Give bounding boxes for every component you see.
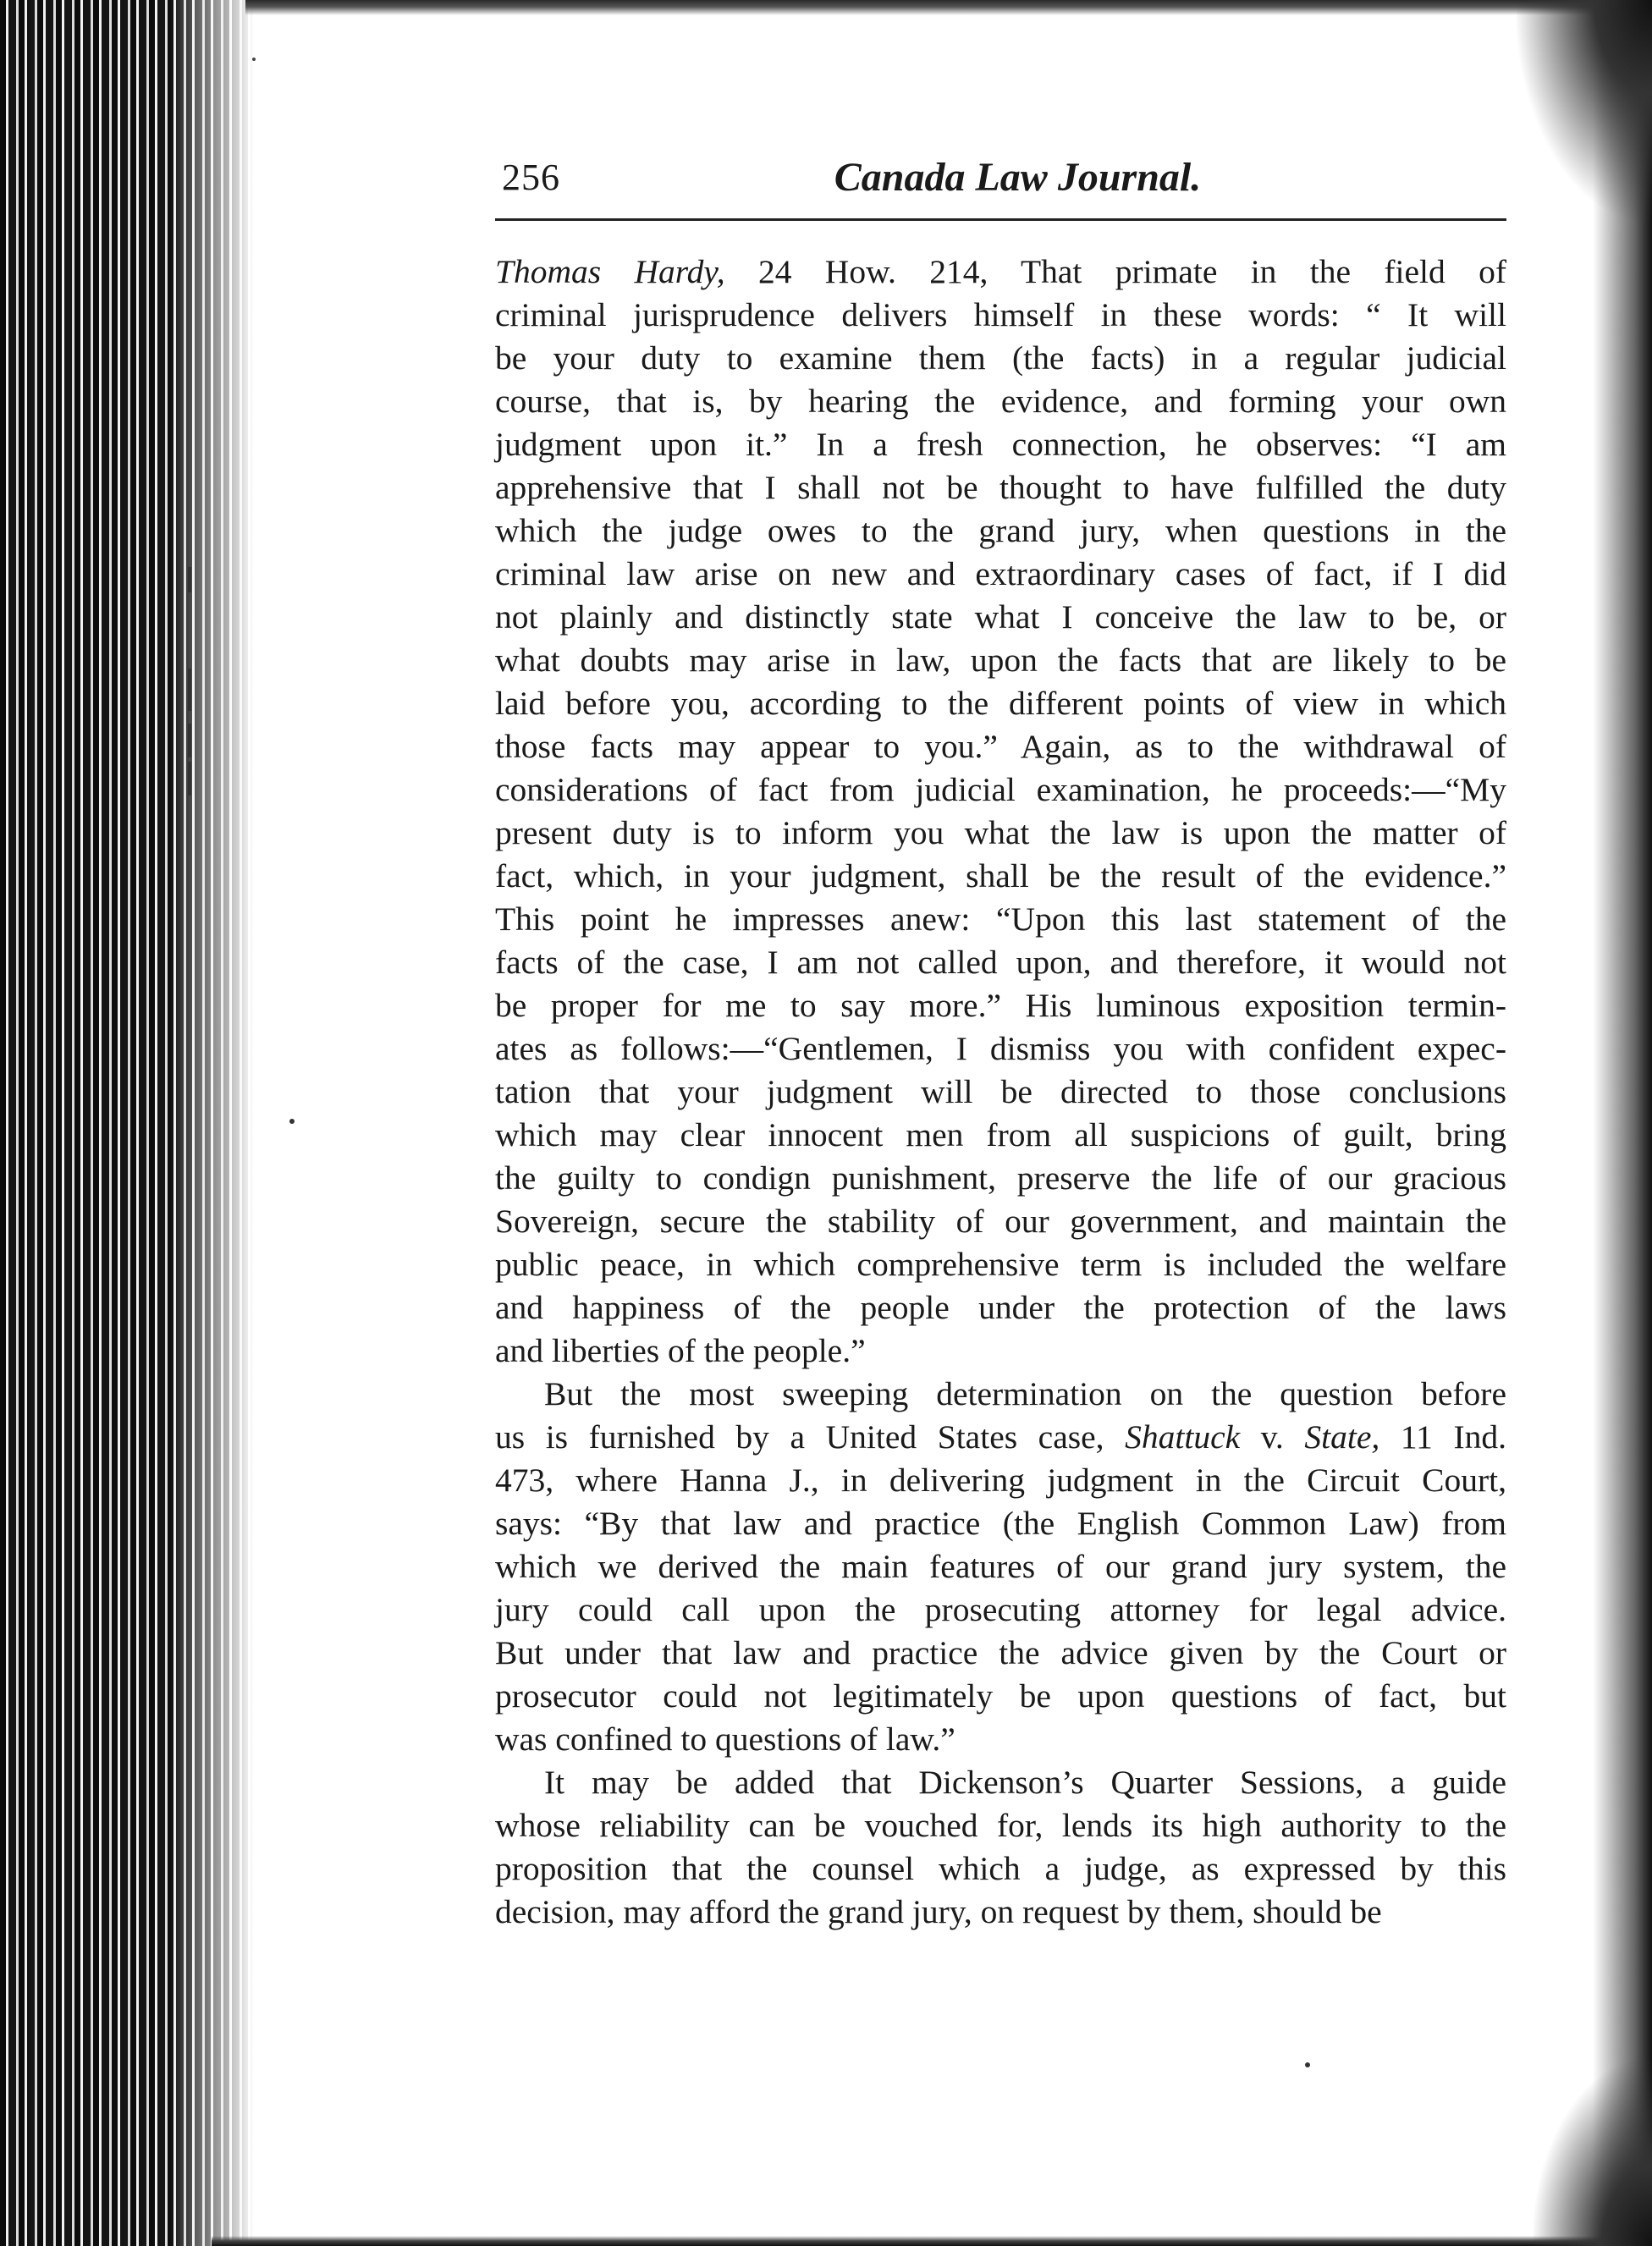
text-segment: proposition that the counsel which a judge, as expressed by this	[495, 1850, 1506, 1887]
text-segment: was confined to questions of law.”	[495, 1720, 955, 1758]
text-segment: the guilty to condign punishment, preserve the life of our gracious	[495, 1159, 1506, 1197]
text-segment: which the judge owes to the grand jury, when questions in the	[495, 512, 1506, 549]
text-line	[495, 725, 1506, 768]
text-line	[495, 1718, 1506, 1761]
paragraph	[495, 250, 1506, 1373]
right-page-edge	[1593, 0, 1652, 2246]
text-line	[495, 380, 1506, 423]
text-segment: But under that law and practice the advice given by the Court or	[495, 1634, 1506, 1671]
text-segment: jury could call upon the prosecuting attorney for legal advice.	[495, 1591, 1506, 1628]
text-line	[495, 1675, 1506, 1718]
text-segment: apprehensive that I shall not be thought to have fulfilled the duty	[495, 469, 1506, 506]
text-segment: criminal jurisprudence delivers himself in these words: “ It will	[495, 296, 1506, 333]
corner-shadow-top-right	[1517, 0, 1652, 220]
text-segment: public peace, in which comprehensive term is included the welfare	[495, 1246, 1506, 1283]
text-line	[495, 1502, 1506, 1545]
text-line	[495, 682, 1506, 725]
text-segment: facts of the case, I am not called upon, and therefore, it would not	[495, 944, 1506, 981]
text-line	[495, 1027, 1506, 1071]
text-line	[495, 768, 1506, 812]
text-line	[495, 1416, 1506, 1459]
text-line	[495, 1545, 1506, 1588]
text-segment: ates as follows:—“Gentlemen, I dismiss you with confident expec-	[495, 1030, 1506, 1067]
text-line	[495, 1891, 1506, 1934]
corner-shadow-bottom-right	[1534, 2060, 1652, 2246]
text-line	[495, 1847, 1506, 1891]
text-segment: laid before you, according to the different points of view in which	[495, 685, 1506, 722]
text-segment: Thomas Hardy,	[495, 253, 725, 290]
paragraph	[495, 1373, 1506, 1761]
text-line	[495, 596, 1506, 639]
text-line	[495, 1329, 1506, 1373]
header-rule	[495, 218, 1506, 221]
text-segment: present duty is to inform you what the law is upon the matter of	[495, 814, 1506, 851]
text-segment: tation that your judgment will be directed to those conclusions	[495, 1073, 1506, 1110]
text-line	[495, 855, 1506, 898]
text-segment: fact, which, in your judgment, shall be the result of the evidence.”	[495, 857, 1506, 895]
text-line	[495, 423, 1506, 466]
text-line	[495, 1286, 1506, 1329]
text-segment: It may be added that Dickenson’s Quarter Sessions, a guide	[544, 1764, 1506, 1801]
text-segment: 24 How. 214, That primate in the field of	[724, 253, 1506, 290]
text-segment: judgment upon it.” In a fresh connection, he observes: “I am	[495, 426, 1506, 463]
text-line	[495, 1459, 1506, 1502]
text-segment: This point he impresses anew: “Upon this last statement of the	[495, 900, 1506, 938]
body-text	[495, 250, 1506, 1934]
text-segment: be your duty to examine them (the facts) in a regular judicial	[495, 339, 1506, 377]
text-segment: But the most sweeping determination on the question before	[544, 1375, 1506, 1412]
text-segment: State,	[1304, 1418, 1380, 1456]
text-segment: us is furnished by a United States case,	[495, 1418, 1126, 1456]
text-segment: which may clear innocent men from all suspicions of guilt, bring	[495, 1116, 1506, 1153]
text-segment: says: “By that law and practice (the English Common Law) from	[495, 1505, 1506, 1542]
text-line	[495, 984, 1506, 1027]
text-segment: course, that is, by hearing the evidence, and forming your own	[495, 383, 1506, 420]
text-segment: not plainly and distinctly state what I conceive the law to be, or	[495, 598, 1506, 636]
text-segment: and happiness of the people under the protection of the laws	[495, 1289, 1506, 1326]
page-number: 256	[502, 157, 560, 198]
text-line	[495, 1200, 1506, 1243]
text-line	[495, 1632, 1506, 1675]
text-line	[495, 1071, 1506, 1114]
text-segment: 473, where Hanna J., in delivering judgment in the Circuit Court,	[495, 1462, 1506, 1499]
text-line	[495, 1243, 1506, 1286]
text-line	[495, 639, 1506, 682]
text-line	[495, 1114, 1506, 1157]
text-line	[495, 294, 1506, 337]
text-line	[495, 941, 1506, 984]
text-line	[495, 812, 1506, 855]
text-line	[495, 466, 1506, 509]
page-header	[495, 151, 1506, 218]
text-line	[495, 1804, 1506, 1847]
bottom-page-edge	[212, 2236, 1652, 2246]
text-line	[495, 1761, 1506, 1804]
text-line	[495, 553, 1506, 596]
text-segment: considerations of fact from judicial examination, he proceeds:—“My	[495, 771, 1506, 808]
text-segment: and liberties of the people.”	[495, 1332, 866, 1369]
text-segment: 11 Ind.	[1379, 1418, 1506, 1456]
text-line	[495, 509, 1506, 553]
text-segment: which we derived the main features of our grand jury system, the	[495, 1548, 1506, 1585]
text-line	[495, 1373, 1506, 1416]
text-segment: Sovereign, secure the stability of our government, and maintain the	[495, 1203, 1506, 1240]
text-line	[495, 1157, 1506, 1200]
spine-fade	[169, 0, 254, 2246]
text-segment: whose reliability can be vouched for, lends its high authority to the	[495, 1807, 1506, 1844]
text-segment: Shattuck	[1125, 1418, 1241, 1456]
text-line	[495, 337, 1506, 380]
top-page-edge	[245, 0, 1652, 15]
paragraph	[495, 1761, 1506, 1934]
text-segment: those facts may appear to you.” Again, as to the withdrawal of	[495, 728, 1506, 765]
text-segment: what doubts may arise in law, upon the facts that are likely to be	[495, 641, 1506, 679]
text-line	[495, 898, 1506, 941]
text-segment: decision, may afford the grand jury, on request by them, should be	[495, 1893, 1382, 1930]
text-segment: v.	[1240, 1418, 1305, 1456]
text-segment: be proper for me to say more.” His luminous exposition termin-	[495, 987, 1506, 1024]
text-segment: prosecutor could not legitimately be upon questions of fact, but	[495, 1677, 1506, 1715]
text-segment: criminal law arise on new and extraordinary cases of fact, if I did	[495, 555, 1506, 592]
running-title: Canada Law Journal.	[834, 155, 1202, 200]
text-line	[495, 1588, 1506, 1632]
text-line	[495, 250, 1506, 294]
